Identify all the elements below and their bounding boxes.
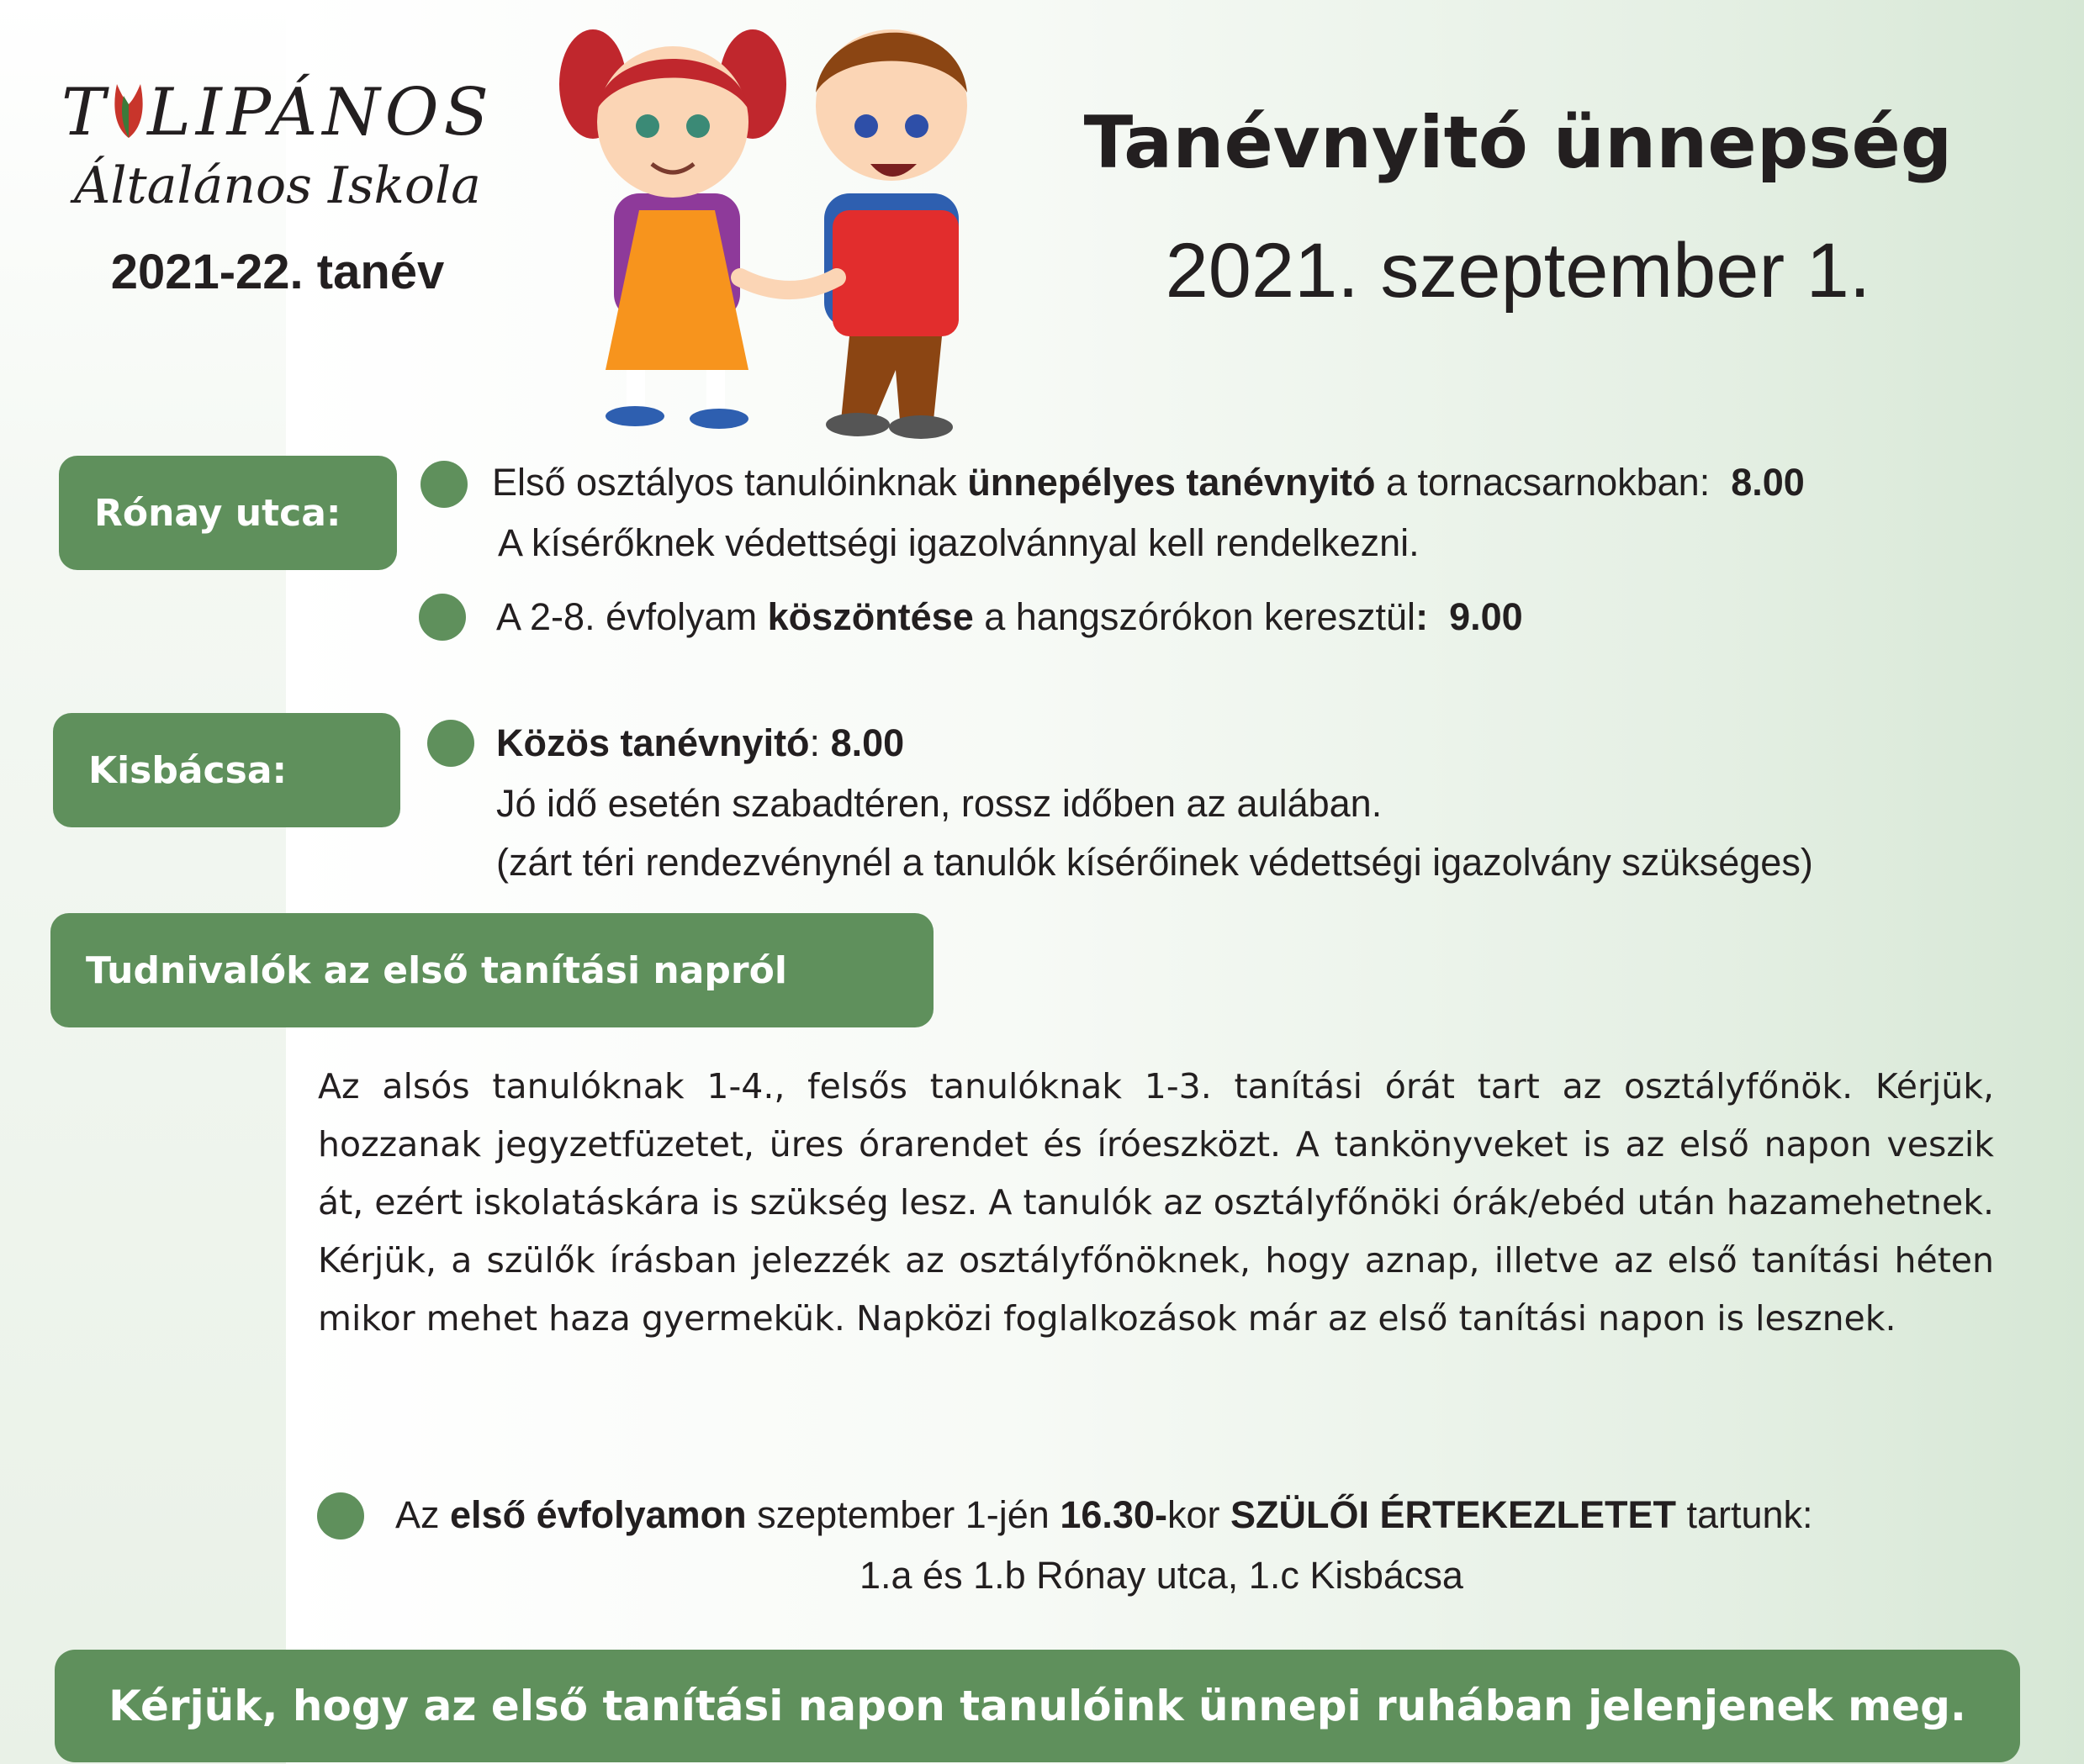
bullet-icon — [421, 461, 468, 508]
ronay-item1-line2: A kísérőknek védettségi igazolvánnyal kell rendelkezni. — [498, 521, 1420, 564]
school-logo — [50, 76, 505, 216]
bullet-icon — [427, 720, 474, 767]
ronay-utca-label — [59, 456, 397, 570]
info-paragraph: Az alsós tanulóknak 1-4., felsős tanulóknak 1-3. tanítási órát tart az osztályfőnök. Kérjük, hozzanak jegyzetfüzetet, üres órarendet és íróeszközt. A tankönyveket is az első napon veszik át, ezért iskolatáskára is szükség lesz. A tanulók az osztályfőnöki órák/ebéd után hazamehetnek. Kérjük, a szülők írásban jelezzék az osztályfőnöknek, hogy aznap, illetve az első tanítási héten mikor mehet haza gyermekük. Napközi foglalkozások már az első tanítási napon is lesznek. — [318, 1066, 1994, 1339]
bold-span: : — [1415, 595, 1439, 638]
bold-span: első évfolyamon — [450, 1493, 747, 1536]
text-span: : — [809, 721, 831, 764]
ronay-item2-line — [496, 595, 1523, 639]
text-span: tartunk: — [1675, 1493, 1813, 1536]
bold-span: 16.30- — [1060, 1493, 1167, 1536]
time-value: 9.00 — [1449, 595, 1523, 638]
kisbacsa-line3: (zárt téri rendezvénynél a tanulók kísérőinek védettségi igazolvány szükséges) — [496, 841, 1813, 884]
footer-banner — [55, 1650, 2020, 1762]
kisbacsa-line2: Jó idő esetén szabadtéren, rossz időben az aulában. — [496, 782, 1383, 825]
children-illustration — [547, 0, 1001, 454]
bold-span: Közös tanévnyitó — [496, 721, 810, 764]
footer-text: Kérjük, hogy az első tanítási napon tanulóink ünnepi ruhában jelenjenek meg. — [108, 1682, 1966, 1730]
text-span: A 2-8. évfolyam — [496, 595, 768, 638]
kisbacsa-label-text: Kisbácsa: — [88, 748, 288, 792]
meeting-line1 — [395, 1493, 1813, 1537]
text-span: a tornacsarnokban: — [1375, 461, 1721, 504]
logo-subtitle: Általános Iskola — [74, 156, 481, 215]
logo-letter: T — [61, 75, 111, 151]
text-span: Az — [395, 1493, 451, 1536]
meeting-line2: 1.a és 1.b Rónay utca, 1.c Kisbácsa — [860, 1554, 1463, 1597]
info-section-label — [50, 913, 934, 1027]
text-span: Első osztályos tanulóinknak — [492, 461, 968, 504]
logo-name — [50, 76, 505, 151]
bold-span: SZÜLŐI ÉRTEKEZLETET — [1230, 1493, 1676, 1536]
text-span: szeptember 1-jén — [746, 1493, 1061, 1536]
info-section-label-text: Tudnivalók az első tanítási napról — [86, 948, 787, 992]
bold-span: ünnepélyes tanévnyitó — [967, 461, 1376, 504]
time-value: 8.00 — [1731, 461, 1805, 504]
ronay-item1-line1 — [492, 461, 1805, 504]
tulip-icon — [110, 76, 147, 151]
bold-span: köszöntése — [767, 595, 974, 638]
kisbacsa-label — [53, 713, 400, 827]
school-year: 2021-22. tanév — [110, 245, 445, 299]
bullet-icon — [317, 1492, 364, 1540]
event-date: 2021. szeptember 1. — [1165, 228, 1871, 314]
text-span: kor — [1166, 1493, 1230, 1536]
text-span: a hangszórókon keresztül — [973, 595, 1416, 638]
page-title: Tanévnyitó ünnepség — [1083, 101, 1953, 185]
logo-name-rest: LIPÁNOS — [147, 75, 494, 151]
bullet-icon — [419, 594, 466, 641]
ronay-utca-label-text: Rónay utca: — [94, 491, 341, 535]
kisbacsa-line1 — [496, 721, 904, 765]
time-value: 8.00 — [830, 721, 905, 764]
